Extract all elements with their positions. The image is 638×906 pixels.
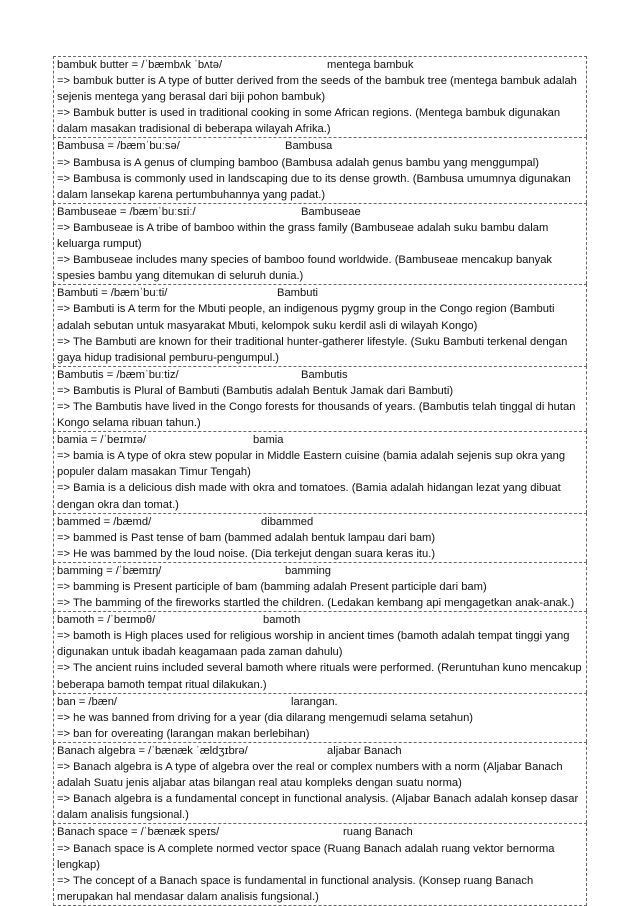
dictionary-document [53, 56, 587, 906]
entry-headword-pronunciation: Banach algebra = /ˈbænæk ˈældʒɪbrə/ [57, 744, 248, 757]
entry-example-line: => Bambuk butter is used in traditional cooking in some African regions. (Mentega bambuk digunakan dalam masakan tradisional di beberapa wilayah Afrika.) [57, 107, 561, 136]
entry-header [57, 694, 584, 710]
entry-translation: Bambusa [285, 140, 333, 153]
entry-translation: Bambuti [277, 287, 319, 300]
entry-example-line: => The concept of a Banach space is fundamental in functional analysis. (Konsep ruang Banach merupakan hal mendasar dalam analisis fungsional.) [57, 874, 534, 903]
entry-header [57, 57, 584, 73]
entry-example-line: => Bambuti is A term for the Mbuti people, an indigenous pygmy group in the Congo region (Bambuti adalah sebutan untuk masyarakat Mbuti, kelompok suku kerdil asli di wilayah Kongo) [57, 303, 555, 332]
dictionary-entry [53, 431, 587, 512]
entry-translation: mentega bambuk [327, 59, 414, 71]
entry-headword-pronunciation: Bambuti = /bæmˈbuːti/ [57, 287, 168, 300]
entry-header [57, 285, 584, 301]
entry-example-line: => Bambusa is commonly used in landscaping due to its dense growth. (Bambusa umumnya digunakan dalam lansekap karena pertumbuhannya yang padat.) [57, 172, 571, 201]
dictionary-entry [53, 513, 587, 562]
entry-headword-pronunciation: Bambusa = /bæmˈbuːsə/ [57, 140, 180, 153]
entry-headword-pronunciation: bamia = /ˈbeɪmɪə/ [57, 434, 147, 447]
entry-header [57, 612, 584, 628]
entry-header [57, 204, 584, 220]
entry-headword-pronunciation: bamoth = /ˈbeɪmɒθ/ [57, 614, 156, 627]
dictionary-entry [53, 693, 587, 742]
entry-example-line: => Banach space is A complete normed vector space (Ruang Banach adalah ruang vektor bernorma lengkap) [57, 842, 555, 871]
entry-example-line: => bamoth is High places used for religious worship in ancient times (bamoth adalah tempat tinggi yang digunakan untuk ibadah keagamaan pada zaman dahulu) [57, 630, 570, 659]
entry-example-line: => Bambuseae is A tribe of bamboo within the grass family (Bambuseae adalah suku bambu dalam keluarga rumput) [57, 221, 549, 251]
entry-example-line: => bambuk butter is A type of butter derived from the seeds of the bambuk tree (mentega bambuk adalah sejenis mentega yang berasal dari biji pohon bambuk) [57, 75, 577, 104]
dictionary-entry [53, 366, 587, 431]
entry-translation: ruang Banach [343, 826, 413, 839]
entry-example-line: => Bambusa is A genus of clumping bamboo (Bambusa adalah genus bambu yang menggumpal) [57, 156, 539, 169]
entry-header [57, 138, 584, 154]
entry-example-line: => Banach algebra is a fundamental concept in functional analysis. (Aljabar Banach adalah konsep dasar dalam analisis fungsional.) [57, 793, 579, 822]
entry-translation: dibammed [261, 515, 314, 528]
entry-translation: Bambuseae [301, 205, 361, 218]
entry-translation: aljabar Banach [327, 744, 402, 757]
entry-header [57, 743, 584, 759]
entry-headword-pronunciation: ban = /bæn/ [57, 695, 118, 708]
entry-translation: Bambutis [301, 368, 348, 381]
entry-example-line: => bamia is A type of okra stew popular in Middle Eastern cuisine (bamia adalah sejenis sup okra yang populer dalam masakan Timur Tengah) [57, 450, 566, 479]
entry-example-line: => he was banned from driving for a year (dia dilarang mengemudi selama setahun) [57, 711, 474, 724]
entry-headword-pronunciation: bamming = /ˈbæmɪŋ/ [57, 564, 162, 577]
entry-example-line: => Bambutis is Plural of Bambuti (Bambutis adalah Bentuk Jamak dari Bambuti) [57, 384, 454, 397]
entry-translation: bamoth [263, 614, 301, 627]
entry-example-line: => The Bambuti are known for their traditional hunter-gatherer lifestyle. (Suku Bambuti terkenal dengan gaya hidup tradisional pemburu-pengumpul.) [57, 335, 568, 364]
dictionary-entry [53, 823, 587, 905]
entry-example-line: => bammed is Past tense of bam (bammed adalah bentuk lampau dari bam) [57, 531, 436, 544]
entry-headword-pronunciation: Bambutis = /bæmˈbuːtiz/ [57, 368, 179, 381]
entry-header [57, 432, 584, 448]
entry-headword-pronunciation: Bambuseae = /bæmˈbuːsɪiː/ [57, 205, 196, 218]
entry-headword-pronunciation: bammed = /bæmd/ [57, 515, 152, 528]
entry-example-line: => Banach algebra is A type of algebra over the real or complex numbers with a norm (Aljabar Banach adalah Suatu jenis aljabar atas bilangan real atau kompleks dengan suatu norma) [57, 761, 563, 790]
entry-header [57, 514, 584, 530]
entry-headword-pronunciation: bambuk butter = /ˈbæmbʌk ˈbʌtə/ [57, 59, 223, 71]
entry-header [57, 563, 584, 579]
dictionary-entry [53, 137, 587, 202]
dictionary-entry [53, 742, 587, 823]
entry-example-line: => ban for overeating (larangan makan berlebihan) [57, 727, 310, 740]
entry-translation: bamia [253, 434, 284, 447]
entry-example-line: => The ancient ruins included several bamoth where rituals were performed. (Reruntuhan kuno mencakup beberapa bamoth tempat ritual dilakukan.) [57, 662, 582, 691]
dictionary-entry [53, 203, 587, 284]
entry-translation: bamming [285, 564, 332, 577]
dictionary-entry [53, 562, 587, 611]
dictionary-entry [53, 611, 587, 692]
entry-example-line: => The bamming of the fireworks startled the children. (Ledakan kembang api mengagetkan anak-anak.) [57, 597, 575, 610]
entry-example-line: => Bamia is a delicious dish made with okra and tomatoes. (Bamia adalah hidangan lezat yang dibuat dengan okra dan tomat.) [57, 482, 561, 511]
entry-header [57, 367, 584, 383]
entry-example-line: => Bambuseae includes many species of bamboo found worldwide. (Bambuseae mencakup banyak spesies bambu yang ditemukan di seluruh dunia.) [57, 254, 553, 283]
entry-translation: larangan. [291, 695, 338, 708]
entry-headword-pronunciation: Banach space = /ˈbænæk speɪs/ [57, 826, 220, 839]
entry-example-line: => The Bambutis have lived in the Congo forests for thousands of years. (Bambutis telah tinggal di hutan Kongo selama ribuan tahun.) [57, 400, 576, 430]
entry-header [57, 824, 584, 840]
entry-example-line: => He was bammed by the loud noise. (Dia terkejut dengan suara keras itu.) [57, 547, 436, 560]
dictionary-entry [53, 284, 587, 365]
entry-example-line: => bamming is Present participle of bam (bamming adalah Present participle dari bam) [57, 581, 487, 593]
dictionary-entry [53, 56, 587, 137]
